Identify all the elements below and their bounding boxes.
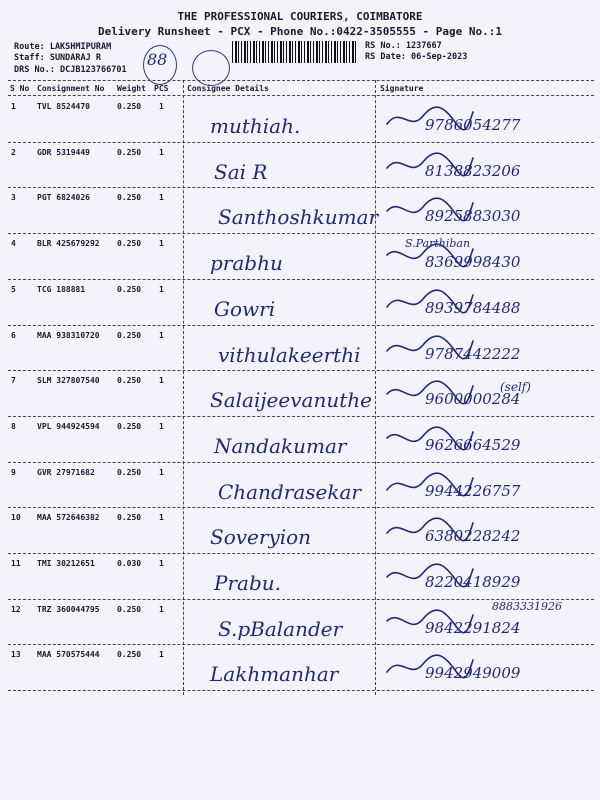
row-divider xyxy=(8,233,594,234)
runsheet-subtitle: Delivery Runsheet - PCX - Phone No.:0422-3505555 - Page No.:1 xyxy=(98,25,502,38)
row-divider xyxy=(8,644,594,645)
row-consignment-no: SLM 327807540 xyxy=(37,376,100,386)
row-pcs: 1 xyxy=(159,421,164,431)
handwritten-mark-text: 88 xyxy=(147,50,168,69)
signature-scribble xyxy=(385,150,475,180)
col-header-sno: S No xyxy=(10,84,30,93)
row-consignee-name: Chandrasekar xyxy=(218,479,361,504)
signature-scribble xyxy=(385,424,475,454)
row-pcs: 1 xyxy=(159,376,164,386)
signature-scribble xyxy=(385,607,475,637)
row-phone-handwritten: 9842291824 xyxy=(425,618,521,637)
row-divider xyxy=(8,462,594,463)
row-phone-handwritten: 9942949009 xyxy=(425,664,521,683)
row-weight: 0.250 xyxy=(117,421,142,431)
row-weight: 0.250 xyxy=(117,193,142,203)
table-top-border xyxy=(8,80,594,81)
row-consignee-name: vithulakeerthi xyxy=(218,342,361,367)
handwritten-name: S.Parthiban xyxy=(405,237,471,250)
row-consignee-name: Nandakumar xyxy=(214,433,347,458)
row-sno: 10 xyxy=(11,513,21,523)
row-consignee-name: Prabu. xyxy=(214,571,281,595)
row-pcs: 1 xyxy=(159,650,164,660)
row-pcs: 1 xyxy=(159,193,164,203)
row-sno: 13 xyxy=(11,650,21,660)
row-pcs: 1 xyxy=(159,284,164,294)
row-consignment-no: MAA 570575444 xyxy=(37,650,100,660)
row-phone-handwritten: 9787442222 xyxy=(425,344,521,363)
row-sno: 8 xyxy=(11,421,16,431)
signature-scribble xyxy=(385,333,475,363)
row-consignee-name: Soveryion xyxy=(210,525,312,550)
row-divider xyxy=(8,370,594,371)
row-consignment-no: TCG 188881 xyxy=(37,284,86,294)
row-sno: 9 xyxy=(11,467,16,477)
row-consignee-name: Salaijeevanuthe xyxy=(210,388,372,413)
row-phone-handwritten: 9626664529 xyxy=(425,435,521,454)
row-phone-handwritten: 9786054277 xyxy=(425,116,521,134)
drs-label: DRS No.: DCJB123766701 xyxy=(14,65,127,75)
signature-scribble xyxy=(385,104,475,134)
column-divider xyxy=(375,80,376,695)
row-consignment-no: PGT 6824026 xyxy=(37,193,90,203)
row-phone-handwritten: 8925883030 xyxy=(425,207,521,226)
row-consignment-no: GVR 27971682 xyxy=(37,467,95,477)
row-consignment-no: VPL 944924594 xyxy=(37,421,100,431)
row-weight: 0.250 xyxy=(117,239,142,249)
row-divider xyxy=(8,690,594,691)
col-header-signature: Signature xyxy=(380,84,424,93)
barcode-image xyxy=(232,41,358,63)
row-consignee-name: Sai R xyxy=(214,159,268,184)
row-pcs: 1 xyxy=(159,604,164,614)
row-consignee-name: S.pBalander xyxy=(218,616,343,641)
row-pcs: 1 xyxy=(159,147,164,157)
col-header-weight: Weight xyxy=(117,84,146,93)
signature-scribble xyxy=(385,561,475,591)
rs-number: RS No.: 1237667 xyxy=(365,41,442,51)
row-phone-handwritten: 6380228242 xyxy=(425,527,521,546)
row-sno: 5 xyxy=(11,284,16,294)
row-weight: 0.250 xyxy=(117,376,142,386)
row-pcs: 1 xyxy=(159,559,164,568)
row-weight: 0.250 xyxy=(117,467,142,477)
row-divider xyxy=(8,187,594,188)
row-consignee-name: Santhoshkumar xyxy=(218,205,379,230)
row-weight: 0.030 xyxy=(117,559,142,568)
row-divider xyxy=(8,142,594,143)
col-header-pcs: PCS xyxy=(154,84,169,93)
row-consignee-name: muthiah. xyxy=(210,114,301,138)
row-weight: 0.250 xyxy=(117,102,142,111)
col-header-consignee: Consignee Details xyxy=(187,84,269,93)
row-consignment-no: GDR 5319449 xyxy=(37,147,90,157)
row-sno: 7 xyxy=(11,376,16,386)
row-pcs: 1 xyxy=(159,513,164,523)
row-divider xyxy=(8,507,594,508)
column-divider xyxy=(183,80,184,695)
handwritten-note: (self) xyxy=(500,380,531,394)
row-consignment-no: BLR 425679292 xyxy=(37,239,100,249)
row-sno: 6 xyxy=(11,330,16,340)
row-divider xyxy=(8,553,594,554)
row-sno: 2 xyxy=(11,147,16,157)
row-weight: 0.250 xyxy=(117,650,142,660)
row-consignee-name: Lakhmanhar xyxy=(210,662,339,687)
col-header-consignment: Consignment No xyxy=(37,84,105,93)
row-phone-handwritten: 8138823206 xyxy=(425,161,521,180)
row-sno: 1 xyxy=(11,102,16,111)
company-title: THE PROFESSIONAL COURIERS, COIMBATORE xyxy=(177,10,423,23)
header-bottom-border xyxy=(8,95,594,96)
row-phone-handwritten: 9600000284 xyxy=(425,390,521,409)
row-consignment-no: MAA 572646382 xyxy=(37,513,100,523)
row-phone-handwritten: 8939784488 xyxy=(425,298,521,317)
row-pcs: 1 xyxy=(159,330,164,340)
row-phone-handwritten: 9944226757 xyxy=(425,481,521,500)
row-consignee-name: Gowri xyxy=(214,296,276,321)
row-consignee-name: prabhu xyxy=(210,251,283,276)
signature-scribble xyxy=(385,195,475,225)
row-sno: 4 xyxy=(11,239,16,249)
row-sno: 12 xyxy=(11,604,21,614)
row-consignment-no: TVL 8524470 xyxy=(37,102,90,111)
signature-scribble xyxy=(385,652,475,682)
row-phone-handwritten: 8369998430 xyxy=(425,253,521,272)
row-weight: 0.250 xyxy=(117,604,142,614)
signature-scribble xyxy=(385,470,475,500)
handwritten-phone-extra: 8883331926 xyxy=(492,600,562,613)
row-divider xyxy=(8,325,594,326)
row-divider xyxy=(8,416,594,417)
row-sno: 3 xyxy=(11,193,16,203)
row-phone-handwritten: 8220418929 xyxy=(425,573,521,591)
row-divider xyxy=(8,279,594,280)
row-consignment-no: MAA 938310720 xyxy=(37,330,100,340)
signature-scribble xyxy=(385,378,475,408)
rs-date: RS Date: 06-Sep-2023 xyxy=(365,52,468,62)
row-pcs: 1 xyxy=(159,102,164,111)
row-weight: 0.250 xyxy=(117,284,142,294)
row-weight: 0.250 xyxy=(117,330,142,340)
row-consignment-no: TRZ 360044795 xyxy=(37,604,100,614)
row-pcs: 1 xyxy=(159,239,164,249)
row-pcs: 1 xyxy=(159,467,164,477)
signature-scribble xyxy=(385,515,475,545)
row-consignment-no: TMI 30212651 xyxy=(37,559,95,568)
row-weight: 0.250 xyxy=(117,513,142,523)
staff-label: Staff: SUNDARAJ R xyxy=(14,53,101,63)
signature-scribble xyxy=(385,287,475,317)
row-weight: 0.250 xyxy=(117,147,142,157)
route-label: Route: LAKSHMIPURAM xyxy=(14,42,112,52)
row-sno: 11 xyxy=(11,559,21,568)
